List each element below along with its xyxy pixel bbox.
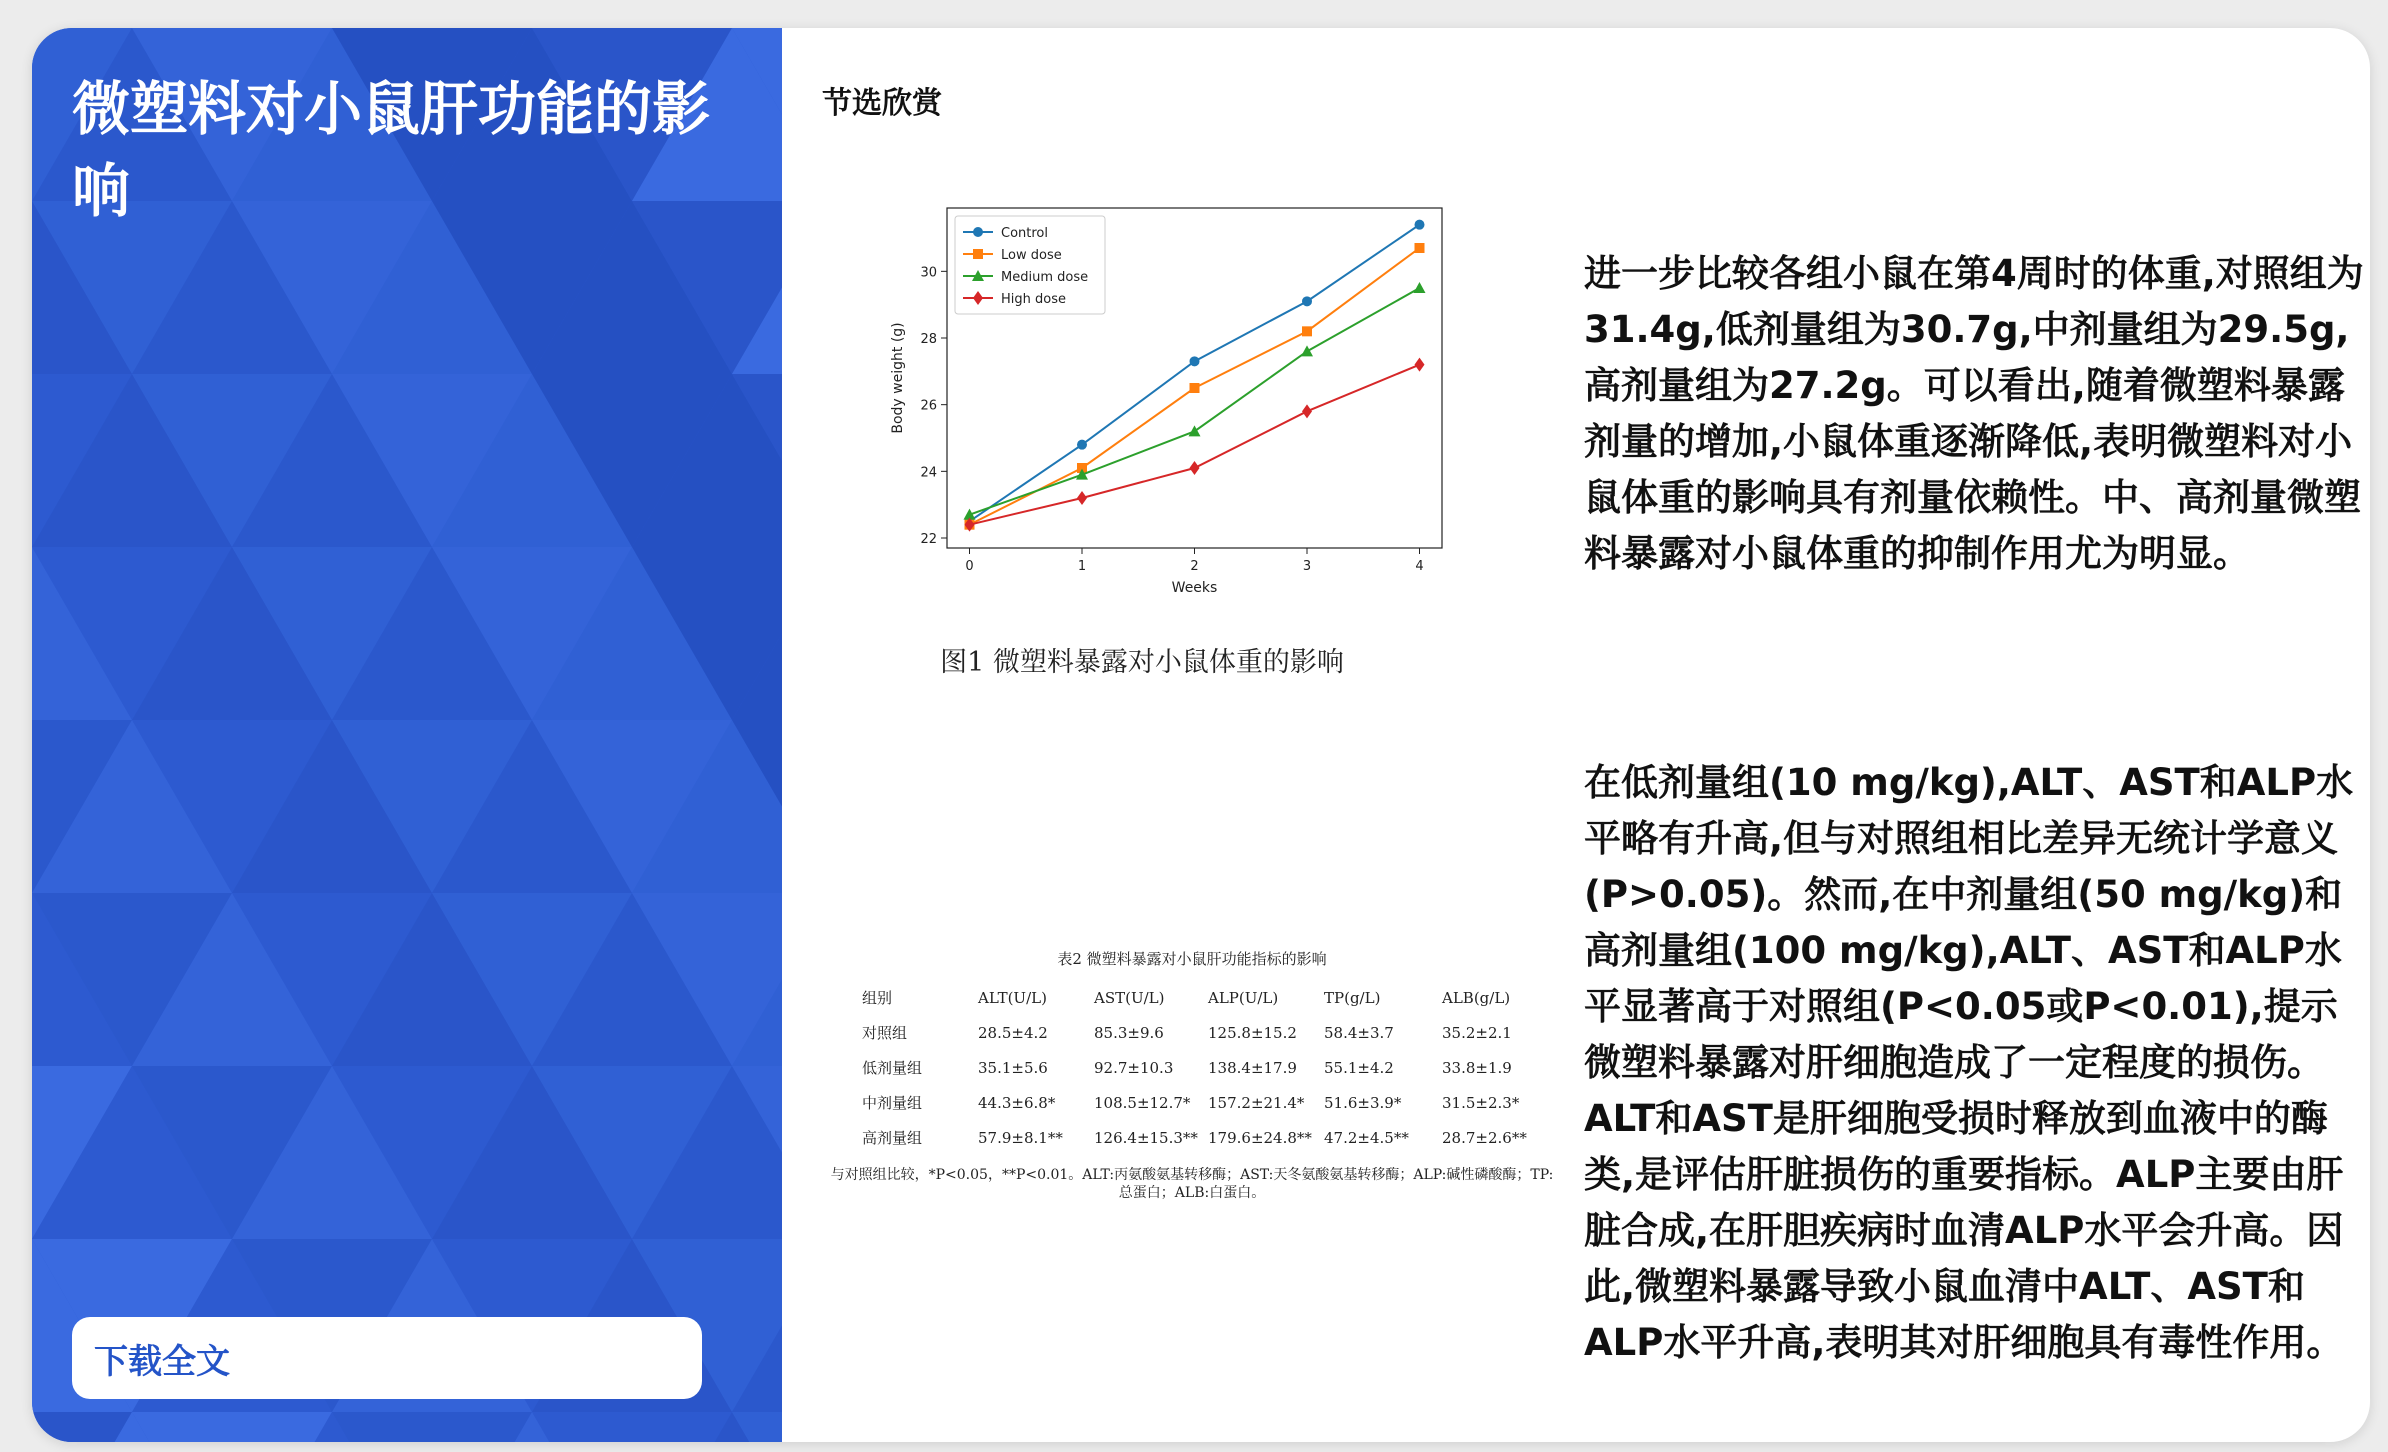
y-tick-label: 22 [920,532,937,547]
table-cell: 对照组 [862,1024,908,1042]
data-point [1190,356,1200,366]
data-point [1302,296,1312,306]
table-cell: 126.4±15.3** [1094,1128,1198,1147]
table-cell: 28.7±2.6** [1442,1128,1527,1147]
background-triangle [132,1412,332,1442]
table-cell: 179.6±24.8** [1208,1128,1312,1147]
y-axis-label: Body weight (g) [890,322,906,434]
table-row [862,1092,1542,1127]
table-cell: 28.5±4.2 [978,1023,1048,1042]
sidebar-title: 微塑料对小鼠肝功能的影响 [72,75,711,225]
table-header-cell: AST(U/L) [1094,988,1165,1007]
body-weight-chart-figure [852,178,1472,622]
table-header-row [862,987,1542,1022]
data-point [1077,440,1087,450]
x-tick-label: 4 [1415,559,1424,574]
download-full-text-button[interactable]: 下载全文 [72,1317,702,1399]
legend-label: High dose [1001,292,1066,307]
table-cell: 125.8±15.2 [1208,1023,1297,1042]
x-tick-label: 1 [1077,559,1087,574]
table-row [862,1057,1542,1092]
sidebar [32,28,782,1442]
table-cell: 85.3±9.6 [1094,1023,1164,1042]
table-header-cell: 组别 [862,989,893,1007]
table-cell: 58.4±3.7 [1324,1023,1394,1042]
x-tick-label: 3 [1302,559,1312,574]
data-point [1302,326,1312,336]
y-tick-label: 28 [920,332,937,347]
table-row [862,1127,1542,1162]
legend-marker [973,227,983,237]
table-cell: 低剂量组 [862,1059,923,1077]
table-cell: 高剂量组 [862,1129,923,1147]
paragraph-body-weight: 进一步比较各组小鼠在第4周时的体重,对照组为31.4g,低剂量组为30.7g,中剂量组为29.5g,高剂量组为27.2g。可以看出,随着微塑料暴露剂量的增加,小鼠体重逐渐降低,表明微塑料对小鼠体重的影响具有剂量依赖性。中、高剂量微塑料暴露对小鼠体重的抑制作用尤为明显。 [1584,252,2364,575]
table-header-cell: ALB(g/L) [1442,988,1511,1007]
legend-label: Low dose [1001,248,1062,263]
table-cell: 55.1±4.2 [1324,1058,1394,1077]
legend-marker [973,249,983,259]
table-cell: 35.2±2.1 [1442,1023,1512,1042]
liver-function-table [862,987,1542,1162]
background-triangle [332,1412,532,1442]
data-point [1190,383,1200,393]
table2-footnote: 与对照组比较，*P<0.05，**P<0.01。ALT:丙氨酸氨基转移酶；AST:天冬氨酸氨基转移酶；ALP:碱性磷酸酶；TP:总蛋白；ALB:白蛋白。 [830,1167,1554,1201]
table-cell: 51.6±3.9* [1324,1093,1402,1112]
table-cell: 33.8±1.9 [1442,1058,1512,1077]
y-tick-label: 24 [920,465,937,481]
table-cell: 44.3±6.8* [978,1093,1056,1112]
background-triangle [532,1412,732,1442]
table-header-cell: ALP(U/L) [1208,988,1279,1007]
x-tick-label: 2 [1190,559,1199,574]
table-row [862,1022,1542,1057]
liver-function-table-figure [822,948,1562,1202]
table-header-cell: ALT(U/L) [978,988,1047,1007]
table-cell: 31.5±2.3* [1442,1093,1520,1112]
table-cell: 47.2±4.5** [1324,1128,1409,1147]
table-cell: 138.4±17.9 [1208,1058,1297,1077]
paragraph-liver-function: 在低剂量组(10 mg/kg),ALT、AST和ALP水平略有升高,但与对照组相比差异无统计学意义(P>0.05)。然而,在中剂量组(50 mg/kg)和高剂量组(100 mg/kg),ALT、AST和ALP水平显著高于对照组(P<0.05或P<0.01),提示微塑料暴露对肝细胞造成了一定程度的损伤。ALT和AST是肝细胞受损时释放到血液中的酶类,是评估肝脏损伤的重要指标。ALP主要由肝脏合成,在肝胆疾病时血清ALP水平会升高。因此,微塑料暴露导致小鼠血清中ALT、AST和ALP水平升高,表明其对肝细胞具有毒性作用。 [1584,761,2354,1364]
table-cell: 57.9±8.1** [978,1128,1063,1147]
legend-label: Control [1001,226,1048,241]
x-axis-label: Weeks [1171,580,1218,596]
table-cell: 中剂量组 [862,1094,923,1112]
section-label: 节选欣赏 [822,86,942,121]
triangle-background-pattern [32,28,782,1442]
data-point [1415,220,1425,230]
table-cell: 92.7±10.3 [1094,1058,1174,1077]
y-tick-label: 30 [920,265,937,281]
y-tick-label: 26 [920,398,937,414]
table-header-cell: TP(g/L) [1324,988,1381,1007]
x-tick-label: 0 [965,559,974,574]
table-cell: 157.2±21.4* [1208,1093,1305,1112]
figure1-caption: 图1 微塑料暴露对小鼠体重的影响 [940,647,1344,678]
table-cell: 108.5±12.7* [1094,1093,1191,1112]
data-point [1415,243,1425,253]
main-card [32,28,2370,1442]
legend-label: Medium dose [1001,270,1089,285]
table2-title: 表2 微塑料暴露对小鼠肝功能指标的影响 [1057,950,1327,968]
body-weight-line-chart [852,178,1472,618]
table-cell: 35.1±5.6 [978,1058,1048,1077]
background-triangle [32,1412,132,1442]
